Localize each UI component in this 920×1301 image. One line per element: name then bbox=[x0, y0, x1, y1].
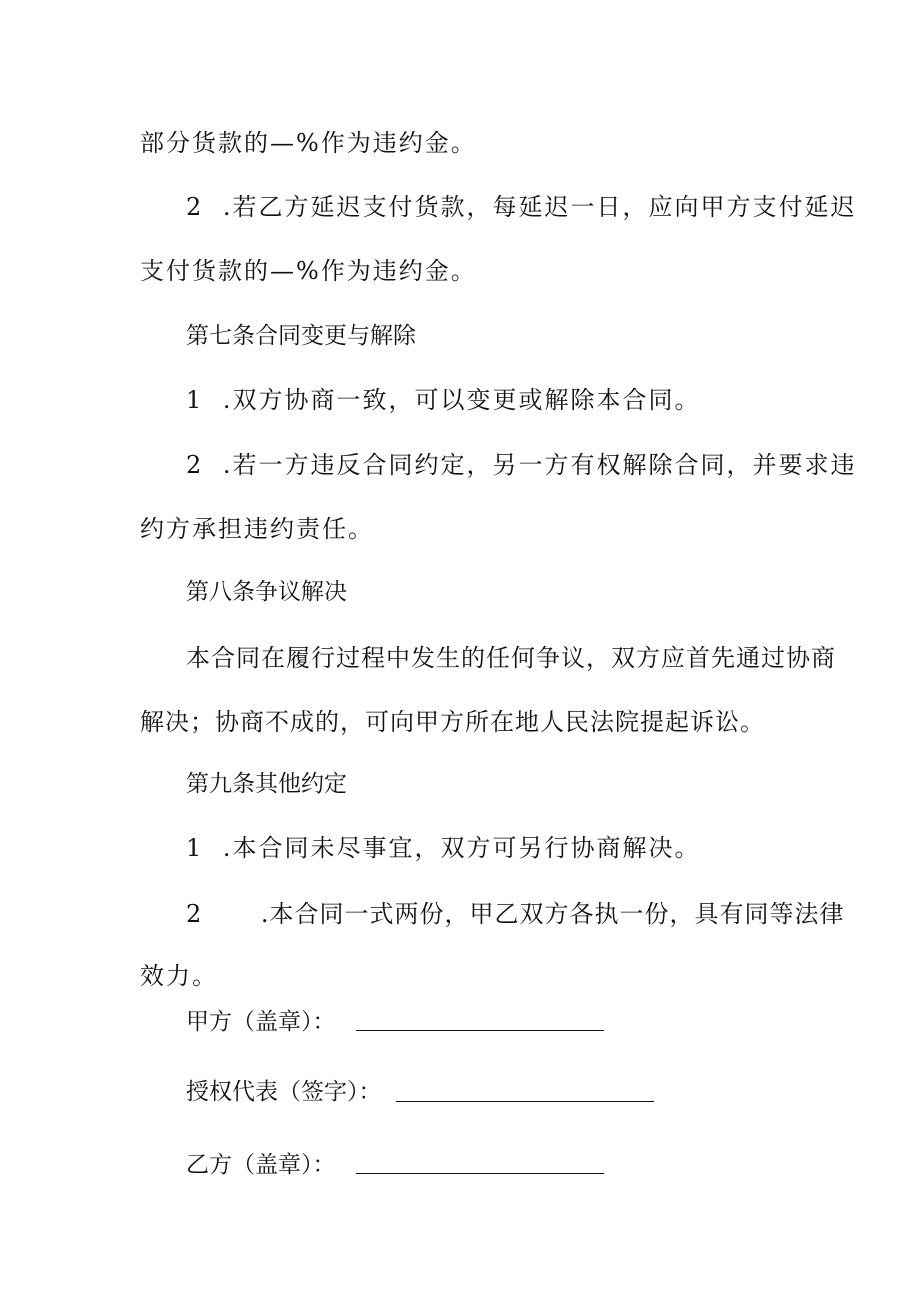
clause-9-2-line-1 bbox=[186, 898, 845, 930]
party-b-seal-blank[interactable] bbox=[356, 1173, 604, 1174]
clause-text: .双方协商一致，可以变更或解除本合同。 bbox=[222, 386, 701, 414]
party-a-seal-blank[interactable] bbox=[356, 1030, 604, 1031]
clause-6-1-continuation: 部分货款的—%作为违约金。 bbox=[140, 129, 477, 157]
representative-signature-blank[interactable] bbox=[396, 1101, 654, 1102]
representative-signature-label: 授权代表（签字）： bbox=[186, 1079, 382, 1105]
clause-number: 1 bbox=[186, 386, 204, 414]
party-a-seal-label: 甲方（盖章）： bbox=[186, 1009, 336, 1035]
article-8-heading: 第八条争议解决 bbox=[186, 579, 347, 605]
clause-number: 1 bbox=[186, 834, 204, 862]
clause-6-2-line-1 bbox=[186, 191, 857, 223]
article-8-line-1: 本合同在履行过程中发生的任何争议，双方应首先通过协商 bbox=[186, 644, 836, 672]
clause-text: .本合同未尽事宜，双方可另行协商解决。 bbox=[222, 834, 701, 862]
clause-6-2-line-2: 支付货款的—%作为违约金。 bbox=[140, 257, 477, 285]
party-b-seal-label: 乙方（盖章）： bbox=[186, 1152, 336, 1178]
clause-9-2-line-2: 效力。 bbox=[140, 962, 218, 990]
article-7-heading: 第七条合同变更与解除 bbox=[186, 323, 416, 349]
clause-text: .本合同一式两份，甲乙双方各执一份，具有同等法律 bbox=[260, 900, 845, 928]
clause-number: 2 bbox=[186, 193, 204, 221]
clause-7-2-line-2: 约方承担违约责任。 bbox=[140, 515, 374, 543]
clause-number: 2 bbox=[186, 451, 204, 479]
clause-7-2-line-1 bbox=[186, 449, 857, 481]
clause-9-1 bbox=[186, 832, 701, 864]
clause-text: .若一方违反合同约定，另一方有权解除合同，并要求违 bbox=[222, 451, 857, 479]
clause-number: 2 bbox=[186, 900, 204, 928]
clause-7-1 bbox=[186, 384, 701, 416]
clause-text: .若乙方延迟支付货款，每延迟一日，应向甲方支付延迟 bbox=[222, 193, 857, 221]
article-8-line-2: 解决；协商不成的，可向甲方所在地人民法院提起诉讼。 bbox=[140, 708, 765, 736]
article-9-heading: 第九条其他约定 bbox=[186, 771, 347, 797]
